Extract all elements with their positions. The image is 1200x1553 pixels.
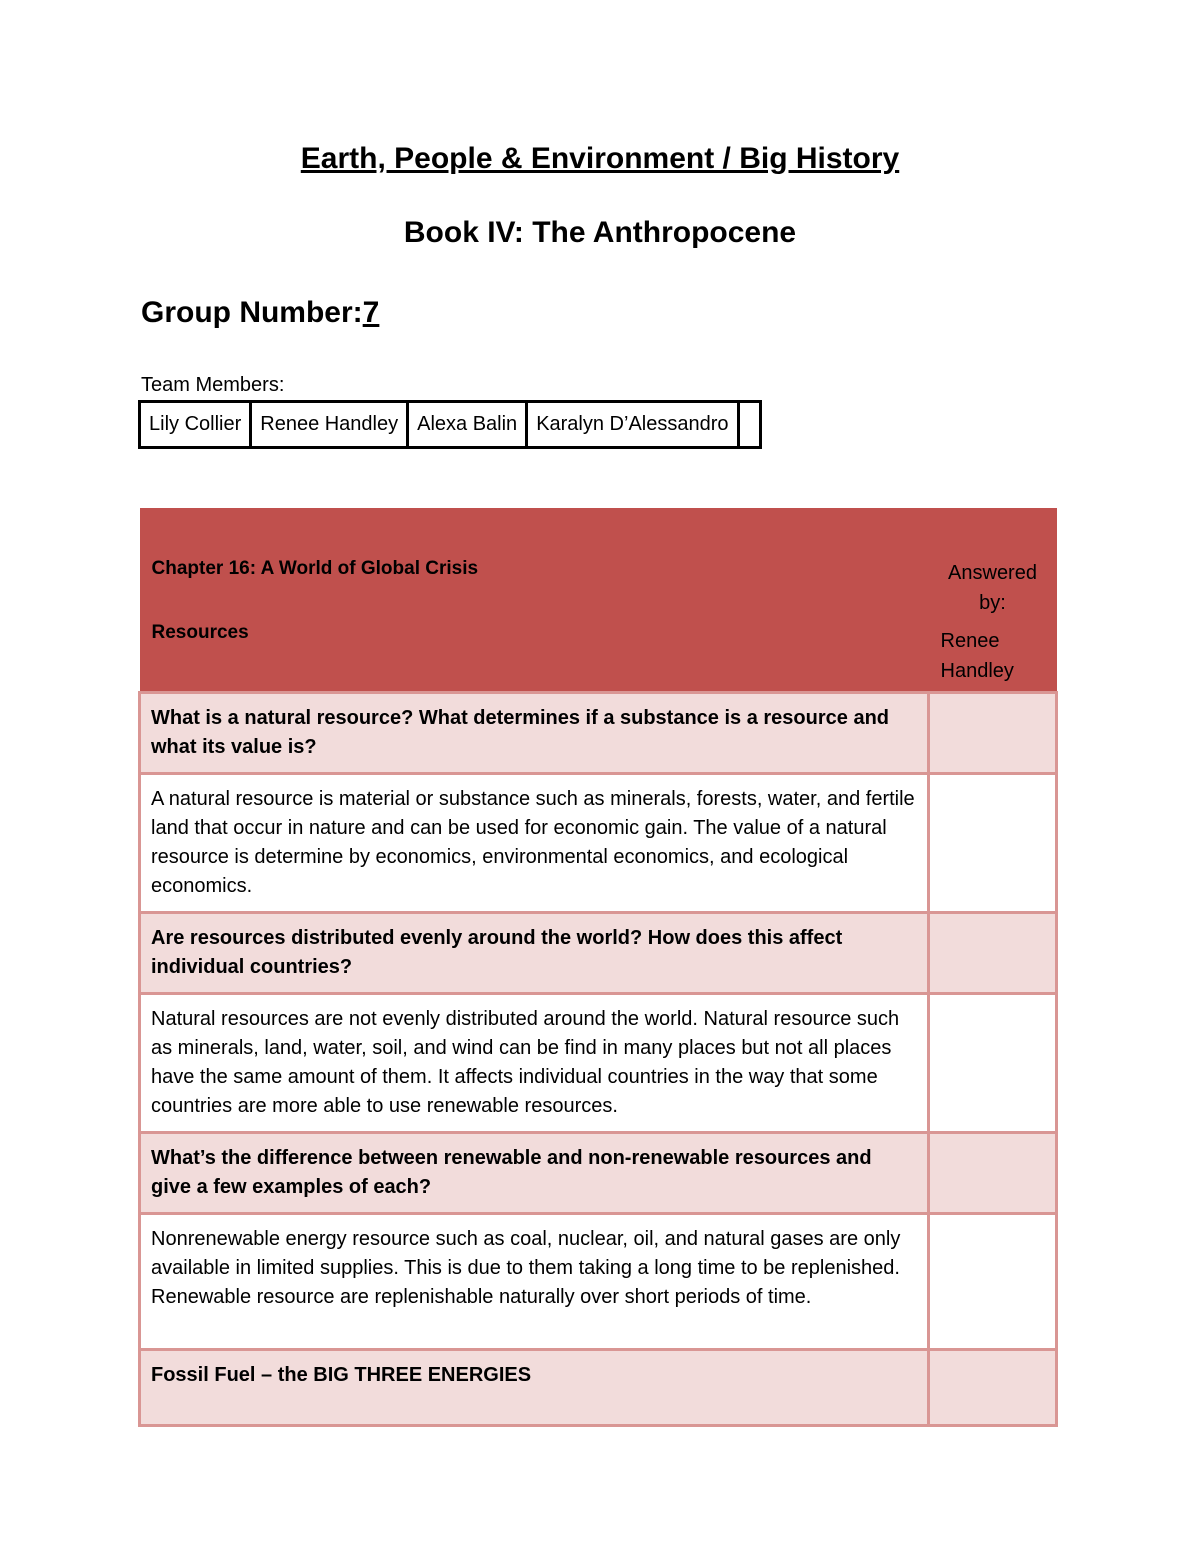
question-text: What is a natural resource? What determines if a substance is a resource and what its value is?: [140, 692, 929, 773]
answered-by-cell: [929, 1213, 1057, 1349]
chapter-title: Chapter 16: A World of Global Crisis: [151, 558, 479, 579]
document-title: Earth, People & Environment / Big History: [300, 142, 900, 175]
group-number-label: Group Number:: [141, 296, 363, 329]
chapter-questions-table: [138, 508, 1058, 1427]
answer-text: A natural resource is material or substance such as minerals, forests, water, and fertile land that occur in nature and can be used for economic gain. The value of a natural resource is determine by economics, environmental economics, and ecological economics.: [140, 773, 929, 912]
question-row: [140, 692, 1057, 773]
team-member-cell-empty: [738, 402, 760, 448]
team-member-cell: Karalyn D’Alessandro: [527, 402, 738, 448]
team-member-cell: Renee Handley: [251, 402, 408, 448]
question-row: [140, 912, 1057, 993]
answered-by-cell: [929, 993, 1057, 1132]
document-subtitle: Book IV: The Anthropocene: [403, 216, 797, 249]
answer-row: [140, 1213, 1057, 1349]
answer-text: Natural resources are not evenly distributed around the world. Natural resource such as minerals, land, water, soil, and wind can be find in many places but not all places have the same amount of them. It affects individual countries in the way that some countries are more able to use renewable resources.: [140, 993, 929, 1132]
group-number-value: 7: [362, 296, 380, 329]
group-number-line: [141, 296, 379, 330]
answered-by-name: Renee Handley: [940, 630, 1014, 682]
team-member-cell: Alexa Balin: [408, 402, 527, 448]
header-main-cell: [140, 508, 929, 692]
header-answered-by-cell: [929, 508, 1057, 692]
answered-by-cell: [929, 912, 1057, 993]
answer-text: Nonrenewable energy resource such as coal, nuclear, oil, and natural gases are only available in limited supplies. This is due to them taking a long time to be replenished. Renewable resource are replenishable naturally over short periods of time.: [140, 1213, 929, 1349]
section-title: Resources: [151, 622, 249, 643]
answer-row: [140, 773, 1057, 912]
team-members-label: Team Members:: [141, 374, 285, 396]
question-text: Are resources distributed evenly around the world? How does this affect individual countries?: [140, 912, 929, 993]
answered-by-cell: [929, 1349, 1057, 1425]
answered-by-label: Answered by:: [948, 562, 1037, 614]
answered-by-cell: [929, 773, 1057, 912]
answer-row: [140, 993, 1057, 1132]
answered-by-cell: [929, 1132, 1057, 1213]
question-row: [140, 1349, 1057, 1425]
answered-by-cell: [929, 692, 1057, 773]
question-text: What’s the difference between renewable and non-renewable resources and give a few examples of each?: [140, 1132, 929, 1213]
team-members-table: [138, 400, 762, 449]
table-header-row: [140, 508, 1057, 692]
question-row: [140, 1132, 1057, 1213]
team-member-cell: Lily Collier: [140, 402, 251, 448]
question-text: Fossil Fuel – the BIG THREE ENERGIES: [140, 1349, 929, 1425]
